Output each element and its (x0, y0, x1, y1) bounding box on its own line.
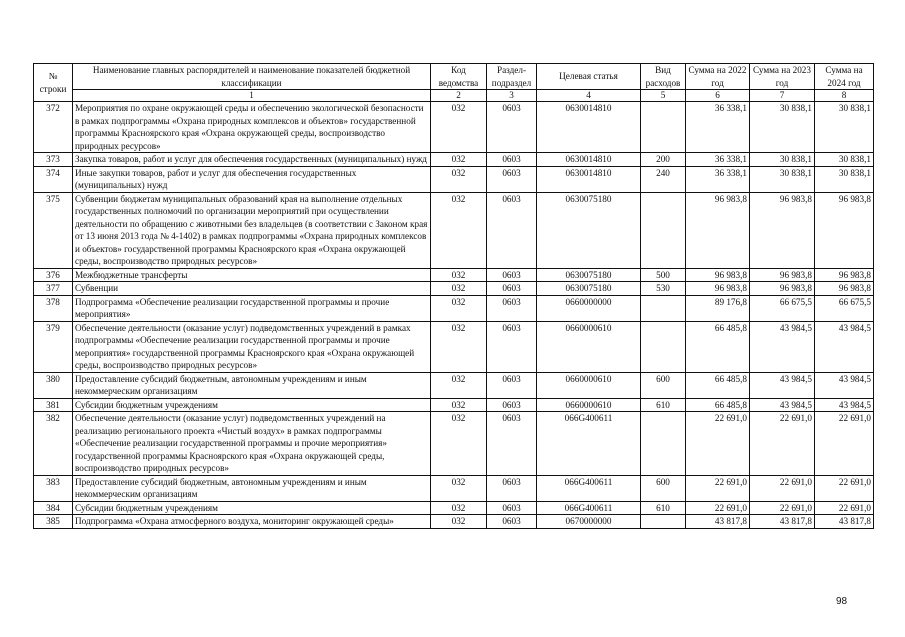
target-article-cell: 066G400611 (537, 475, 641, 501)
table-row (34, 515, 874, 529)
sum-2023-cell: 30 838,1 (750, 153, 815, 167)
table-body (34, 102, 874, 529)
column-number: 1 (73, 90, 431, 102)
expense-type-cell (641, 321, 686, 372)
expense-type-cell: 200 (641, 153, 686, 167)
sum-2023-cell: 30 838,1 (750, 102, 815, 153)
row-name-cell: Предоставление субсидий бюджетным, автономным учреждениям и иным некоммерческим организациям (73, 372, 431, 398)
expense-type-cell (641, 295, 686, 321)
page-number: 98 (836, 596, 848, 607)
row-number-cell: 379 (34, 321, 73, 372)
column-number: 2 (431, 90, 487, 102)
target-article-cell: 0630075180 (537, 268, 641, 282)
target-article-cell: 0660000610 (537, 321, 641, 372)
table-row (34, 321, 874, 372)
table-row (34, 153, 874, 167)
expense-type-cell (641, 192, 686, 268)
row-name-cell: Закупка товаров, работ и услуг для обеспечения государственных (муниципальных) нужд (73, 153, 431, 167)
expense-type-cell: 600 (641, 475, 686, 501)
sum-2022-cell: 96 983,8 (686, 192, 750, 268)
sum-2022-cell: 36 338,1 (686, 102, 750, 153)
sum-2024-cell: 22 691,0 (815, 501, 874, 515)
sum-2022-cell: 66 485,8 (686, 321, 750, 372)
expense-type-cell: 530 (641, 282, 686, 296)
section-code-cell: 0603 (487, 321, 537, 372)
table-row (34, 102, 874, 153)
department-code-cell: 032 (431, 102, 487, 153)
sum-2024-cell: 96 983,8 (815, 282, 874, 296)
row-name-cell: Подпрограмма «Обеспечение реализации государственной программы и прочие мероприятия» (73, 295, 431, 321)
budget-table (33, 63, 874, 529)
section-code-cell: 0603 (487, 102, 537, 153)
row-name-cell: Обеспечение деятельности (оказание услуг) подведомственных учреждений в рамках подпрограммы «Обеспечение реализации государственной программы и прочие мероприятия» государственной программы Красноярского края «Охрана окружающей среды, воспроизводство природных ресурсов» (73, 321, 431, 372)
header-sum-2023: Сумма на 2023 год (750, 64, 815, 90)
sum-2022-cell: 22 691,0 (686, 412, 750, 476)
table-row (34, 192, 874, 268)
target-article-cell: 066G400611 (537, 501, 641, 515)
table-row (34, 372, 874, 398)
target-article-cell: 0670000000 (537, 515, 641, 529)
row-number-cell: 376 (34, 268, 73, 282)
column-number: 7 (750, 90, 815, 102)
target-article-cell: 066G400611 (537, 412, 641, 476)
target-article-cell: 0630014810 (537, 102, 641, 153)
department-code-cell: 032 (431, 321, 487, 372)
row-number-cell: 378 (34, 295, 73, 321)
department-code-cell: 032 (431, 372, 487, 398)
department-code-cell: 032 (431, 192, 487, 268)
sum-2022-cell: 96 983,8 (686, 268, 750, 282)
section-code-cell: 0603 (487, 475, 537, 501)
row-name-cell: Подпрограмма «Охрана атмосферного воздуха, мониторинг окружающей среды» (73, 515, 431, 529)
row-number-cell: 373 (34, 153, 73, 167)
sum-2023-cell: 22 691,0 (750, 412, 815, 476)
sum-2024-cell: 96 983,8 (815, 192, 874, 268)
table-row (34, 501, 874, 515)
table-row (34, 282, 874, 296)
target-article-cell: 0630014810 (537, 153, 641, 167)
expense-type-cell: 500 (641, 268, 686, 282)
column-number: 3 (487, 90, 537, 102)
sum-2022-cell: 36 338,1 (686, 166, 750, 192)
row-name-cell: Обеспечение деятельности (оказание услуг) подведомственных учреждений на реализацию регионального проекта «Чистый воздух» в рамках подпрограммы «Обеспечение реализации государственной программы и прочие мероприятия» государственной программы Красноярского края «Охрана окружающей среды, воспроизводство природных ресурсов» (73, 412, 431, 476)
row-number-cell: 381 (34, 398, 73, 412)
table-row (34, 295, 874, 321)
header-name: Наименование главных распорядителей и наименование показателей бюджетной классификации (73, 64, 431, 90)
row-number-cell: 380 (34, 372, 73, 398)
sum-2024-cell: 96 983,8 (815, 268, 874, 282)
sum-2024-cell: 43 984,5 (815, 398, 874, 412)
department-code-cell: 032 (431, 398, 487, 412)
sum-2024-cell: 43 817,8 (815, 515, 874, 529)
section-code-cell: 0603 (487, 412, 537, 476)
row-number-cell: 374 (34, 166, 73, 192)
row-number-cell: 382 (34, 412, 73, 476)
section-code-cell: 0603 (487, 192, 537, 268)
header-department-code: Код ведомства (431, 64, 487, 90)
row-number-cell: 377 (34, 282, 73, 296)
sum-2022-cell: 43 817,8 (686, 515, 750, 529)
table-row (34, 412, 874, 476)
row-name-cell: Предоставление субсидий бюджетным, автономным учреждениям и иным некоммерческим организациям (73, 475, 431, 501)
table-row (34, 166, 874, 192)
target-article-cell: 0660000610 (537, 398, 641, 412)
header-sum-2022: Сумма на 2022 год (686, 64, 750, 90)
department-code-cell: 032 (431, 412, 487, 476)
section-code-cell: 0603 (487, 501, 537, 515)
section-code-cell: 0603 (487, 153, 537, 167)
header-row-number: № строки (34, 64, 73, 102)
row-number-cell: 383 (34, 475, 73, 501)
row-number-cell: 385 (34, 515, 73, 529)
header-sum-2024: Сумма на 2024 год (815, 64, 874, 90)
section-code-cell: 0603 (487, 515, 537, 529)
sum-2023-cell: 43 984,5 (750, 372, 815, 398)
sum-2024-cell: 30 838,1 (815, 166, 874, 192)
target-article-cell: 0660000610 (537, 372, 641, 398)
row-name-cell: Межбюджетные трансферты (73, 268, 431, 282)
department-code-cell: 032 (431, 515, 487, 529)
column-number: 4 (537, 90, 641, 102)
sum-2022-cell: 22 691,0 (686, 501, 750, 515)
sum-2022-cell: 89 176,8 (686, 295, 750, 321)
row-name-cell: Субвенции бюджетам муниципальных образований края на выполнение отдельных государственных полномочий по организации мероприятий при осуществлении деятельности по обращению с животными без владельцев (в соответствии с Законом края от 13 июня 2013 года № 4-1402) в рамках подпрограммы «Охрана природных комплексов и объектов» государственной программы Красноярского края «Охрана окружающей среды, воспроизводство природных ресурсов» (73, 192, 431, 268)
department-code-cell: 032 (431, 153, 487, 167)
sum-2023-cell: 22 691,0 (750, 475, 815, 501)
expense-type-cell: 600 (641, 372, 686, 398)
column-number: 8 (815, 90, 874, 102)
department-code-cell: 032 (431, 295, 487, 321)
department-code-cell: 032 (431, 268, 487, 282)
row-name-cell: Мероприятия по охране окружающей среды и обеспечению экологической безопасности в рамках подпрограммы «Охрана природных комплексов и объектов» государственной программы Красноярского края «Охрана окружающей среды, воспроизводство природных ресурсов» (73, 102, 431, 153)
section-code-cell: 0603 (487, 372, 537, 398)
header-target-article: Целевая статья (537, 64, 641, 90)
section-code-cell: 0603 (487, 282, 537, 296)
sum-2023-cell: 43 984,5 (750, 398, 815, 412)
target-article-cell: 0630075180 (537, 192, 641, 268)
expense-type-cell: 240 (641, 166, 686, 192)
sum-2024-cell: 30 838,1 (815, 153, 874, 167)
table-row (34, 475, 874, 501)
sum-2022-cell: 36 338,1 (686, 153, 750, 167)
sum-2022-cell: 22 691,0 (686, 475, 750, 501)
sum-2024-cell: 22 691,0 (815, 475, 874, 501)
sum-2022-cell: 96 983,8 (686, 282, 750, 296)
section-code-cell: 0603 (487, 398, 537, 412)
sum-2022-cell: 66 485,8 (686, 372, 750, 398)
header-section: Раздел-подраздел (487, 64, 537, 90)
sum-2023-cell: 43 984,5 (750, 321, 815, 372)
expense-type-cell (641, 515, 686, 529)
sum-2023-cell: 43 817,8 (750, 515, 815, 529)
sum-2023-cell: 96 983,8 (750, 282, 815, 296)
column-number: 5 (641, 90, 686, 102)
sum-2024-cell: 30 838,1 (815, 102, 874, 153)
row-name-cell: Субсидии бюджетным учреждениям (73, 398, 431, 412)
sum-2022-cell: 66 485,8 (686, 398, 750, 412)
row-number-cell: 384 (34, 501, 73, 515)
target-article-cell: 0630014810 (537, 166, 641, 192)
section-code-cell: 0603 (487, 166, 537, 192)
expense-type-cell: 610 (641, 501, 686, 515)
expense-type-cell: 610 (641, 398, 686, 412)
row-number-cell: 375 (34, 192, 73, 268)
sum-2023-cell: 96 983,8 (750, 192, 815, 268)
department-code-cell: 032 (431, 166, 487, 192)
sum-2024-cell: 43 984,5 (815, 321, 874, 372)
department-code-cell: 032 (431, 475, 487, 501)
section-code-cell: 0603 (487, 268, 537, 282)
sum-2024-cell: 43 984,5 (815, 372, 874, 398)
target-article-cell: 0660000000 (537, 295, 641, 321)
sum-2023-cell: 96 983,8 (750, 268, 815, 282)
header-row (34, 64, 874, 90)
row-name-cell: Иные закупки товаров, работ и услуг для обеспечения государственных (муниципальных) нужд (73, 166, 431, 192)
sum-2023-cell: 66 675,5 (750, 295, 815, 321)
target-article-cell: 0630075180 (537, 282, 641, 296)
table-row (34, 268, 874, 282)
department-code-cell: 032 (431, 282, 487, 296)
row-number-cell: 372 (34, 102, 73, 153)
table-row (34, 398, 874, 412)
sum-2024-cell: 66 675,5 (815, 295, 874, 321)
sum-2024-cell: 22 691,0 (815, 412, 874, 476)
section-code-cell: 0603 (487, 295, 537, 321)
header-expense-type: Вид расходов (641, 64, 686, 90)
row-name-cell: Субсидии бюджетным учреждениям (73, 501, 431, 515)
department-code-cell: 032 (431, 501, 487, 515)
expense-type-cell (641, 412, 686, 476)
column-numbers-row (34, 90, 874, 102)
sum-2023-cell: 22 691,0 (750, 501, 815, 515)
expense-type-cell (641, 102, 686, 153)
sum-2023-cell: 30 838,1 (750, 166, 815, 192)
column-number: 6 (686, 90, 750, 102)
row-name-cell: Субвенции (73, 282, 431, 296)
